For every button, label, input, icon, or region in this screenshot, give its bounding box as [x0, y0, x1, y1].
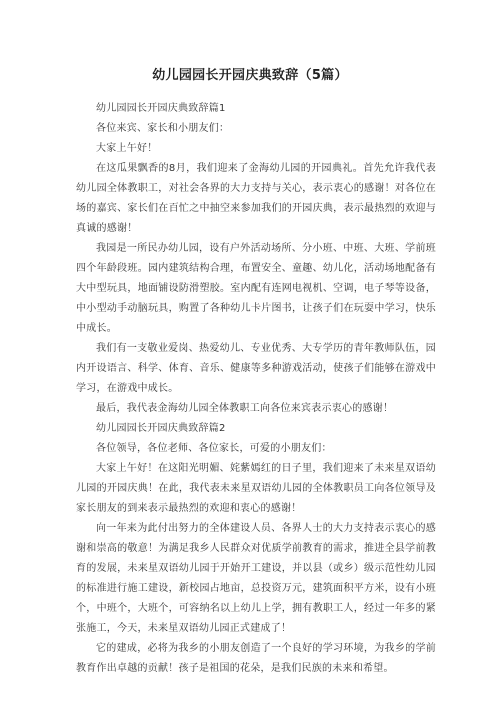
paragraph: 幼儿园园长开园庆典致辞篇1 [96, 103, 226, 114]
paragraph: 我园是一所民办幼儿园，设有户外活动场所、分小班、中班、大班、学前班四个年龄段班。园内建筑结构合理，布置安全、童趣、幼儿化，活动场地配备有大中型玩具，地面铺设防滑塑胶。室内配有连网电视机、空调，电子琴等设备，中小型动手动脑玩具，购置了各种幼儿卡片图书，让孩子们在玩耍中学习，快乐中成长。 [76, 243, 436, 334]
paragraph: 它的建成，必将为我乡的小朋友创造了一个良好的学习环境，为我乡的学前教育作出卓越的贡献！孩子是祖国的花朵，是我们民族的未来和希望。 [76, 643, 436, 674]
paragraph: 各位来宾、家长和小朋友们： [96, 123, 230, 134]
paragraph: 幼儿园园长开园庆典致辞篇2 [96, 423, 226, 434]
document-title: 幼儿园园长开园庆典致辞（5篇） [152, 68, 348, 83]
paragraph: 各位领导，各位老师、各位家长，可爱的小朋友们： [96, 443, 332, 454]
paragraph: 向一年来为此付出努力的全体建设人员、各界人士的大力支持表示衷心的感谢和崇高的敬意！为满足我乡人民群众对优质学前教育的需求，推进全县学前教育的发展，未来星双语幼儿园于开始开工建设，并以县（或乡）级示范性幼儿园的标准进行施工建设，新校园占地亩，总投资万元，建筑面积平方米，设有小班个，中班个，大班个，可容纳名以上幼儿上学，拥有教职工人，经过一年多的紧张施工，今天，未来星双语幼儿园正式建成了！ [76, 523, 436, 634]
paragraph: 大家上午好！在这阳光明媚、姹紫嫣红的日子里，我们迎来了未来星双语幼儿园的开园庆典！在此，我代表未来星双语幼儿园的全体教职员工向各位领导及家长朋友的到来表示最热烈的欢迎和衷心的感谢！ [76, 463, 436, 514]
paragraph: 在这瓜果飘香的8月，我们迎来了金海幼儿园的开园典礼。首先允许我代表幼儿园全体教职工，对社会各界的大力支持与关心，表示衷心的感谢！对各位在场的嘉宾、家长们在百忙之中抽空来参加我们的开园庆典，表示最热烈的欢迎与真诚的感谢！ [76, 163, 436, 234]
paragraph: 大家上午好！ [96, 143, 158, 154]
document-body [76, 99, 436, 679]
paragraph: 我们有一支敬业爱岗、热爱幼儿、专业优秀、大专学历的青年教师队伍，园内开设语言、科学、体育、音乐、健康等多种游戏活动，使孩子们能够在游戏中学习，在游戏中成长。 [76, 343, 436, 394]
paragraph: 最后，我代表金海幼儿园全体教职工向各位来宾表示衷心的感谢！ [96, 403, 394, 414]
